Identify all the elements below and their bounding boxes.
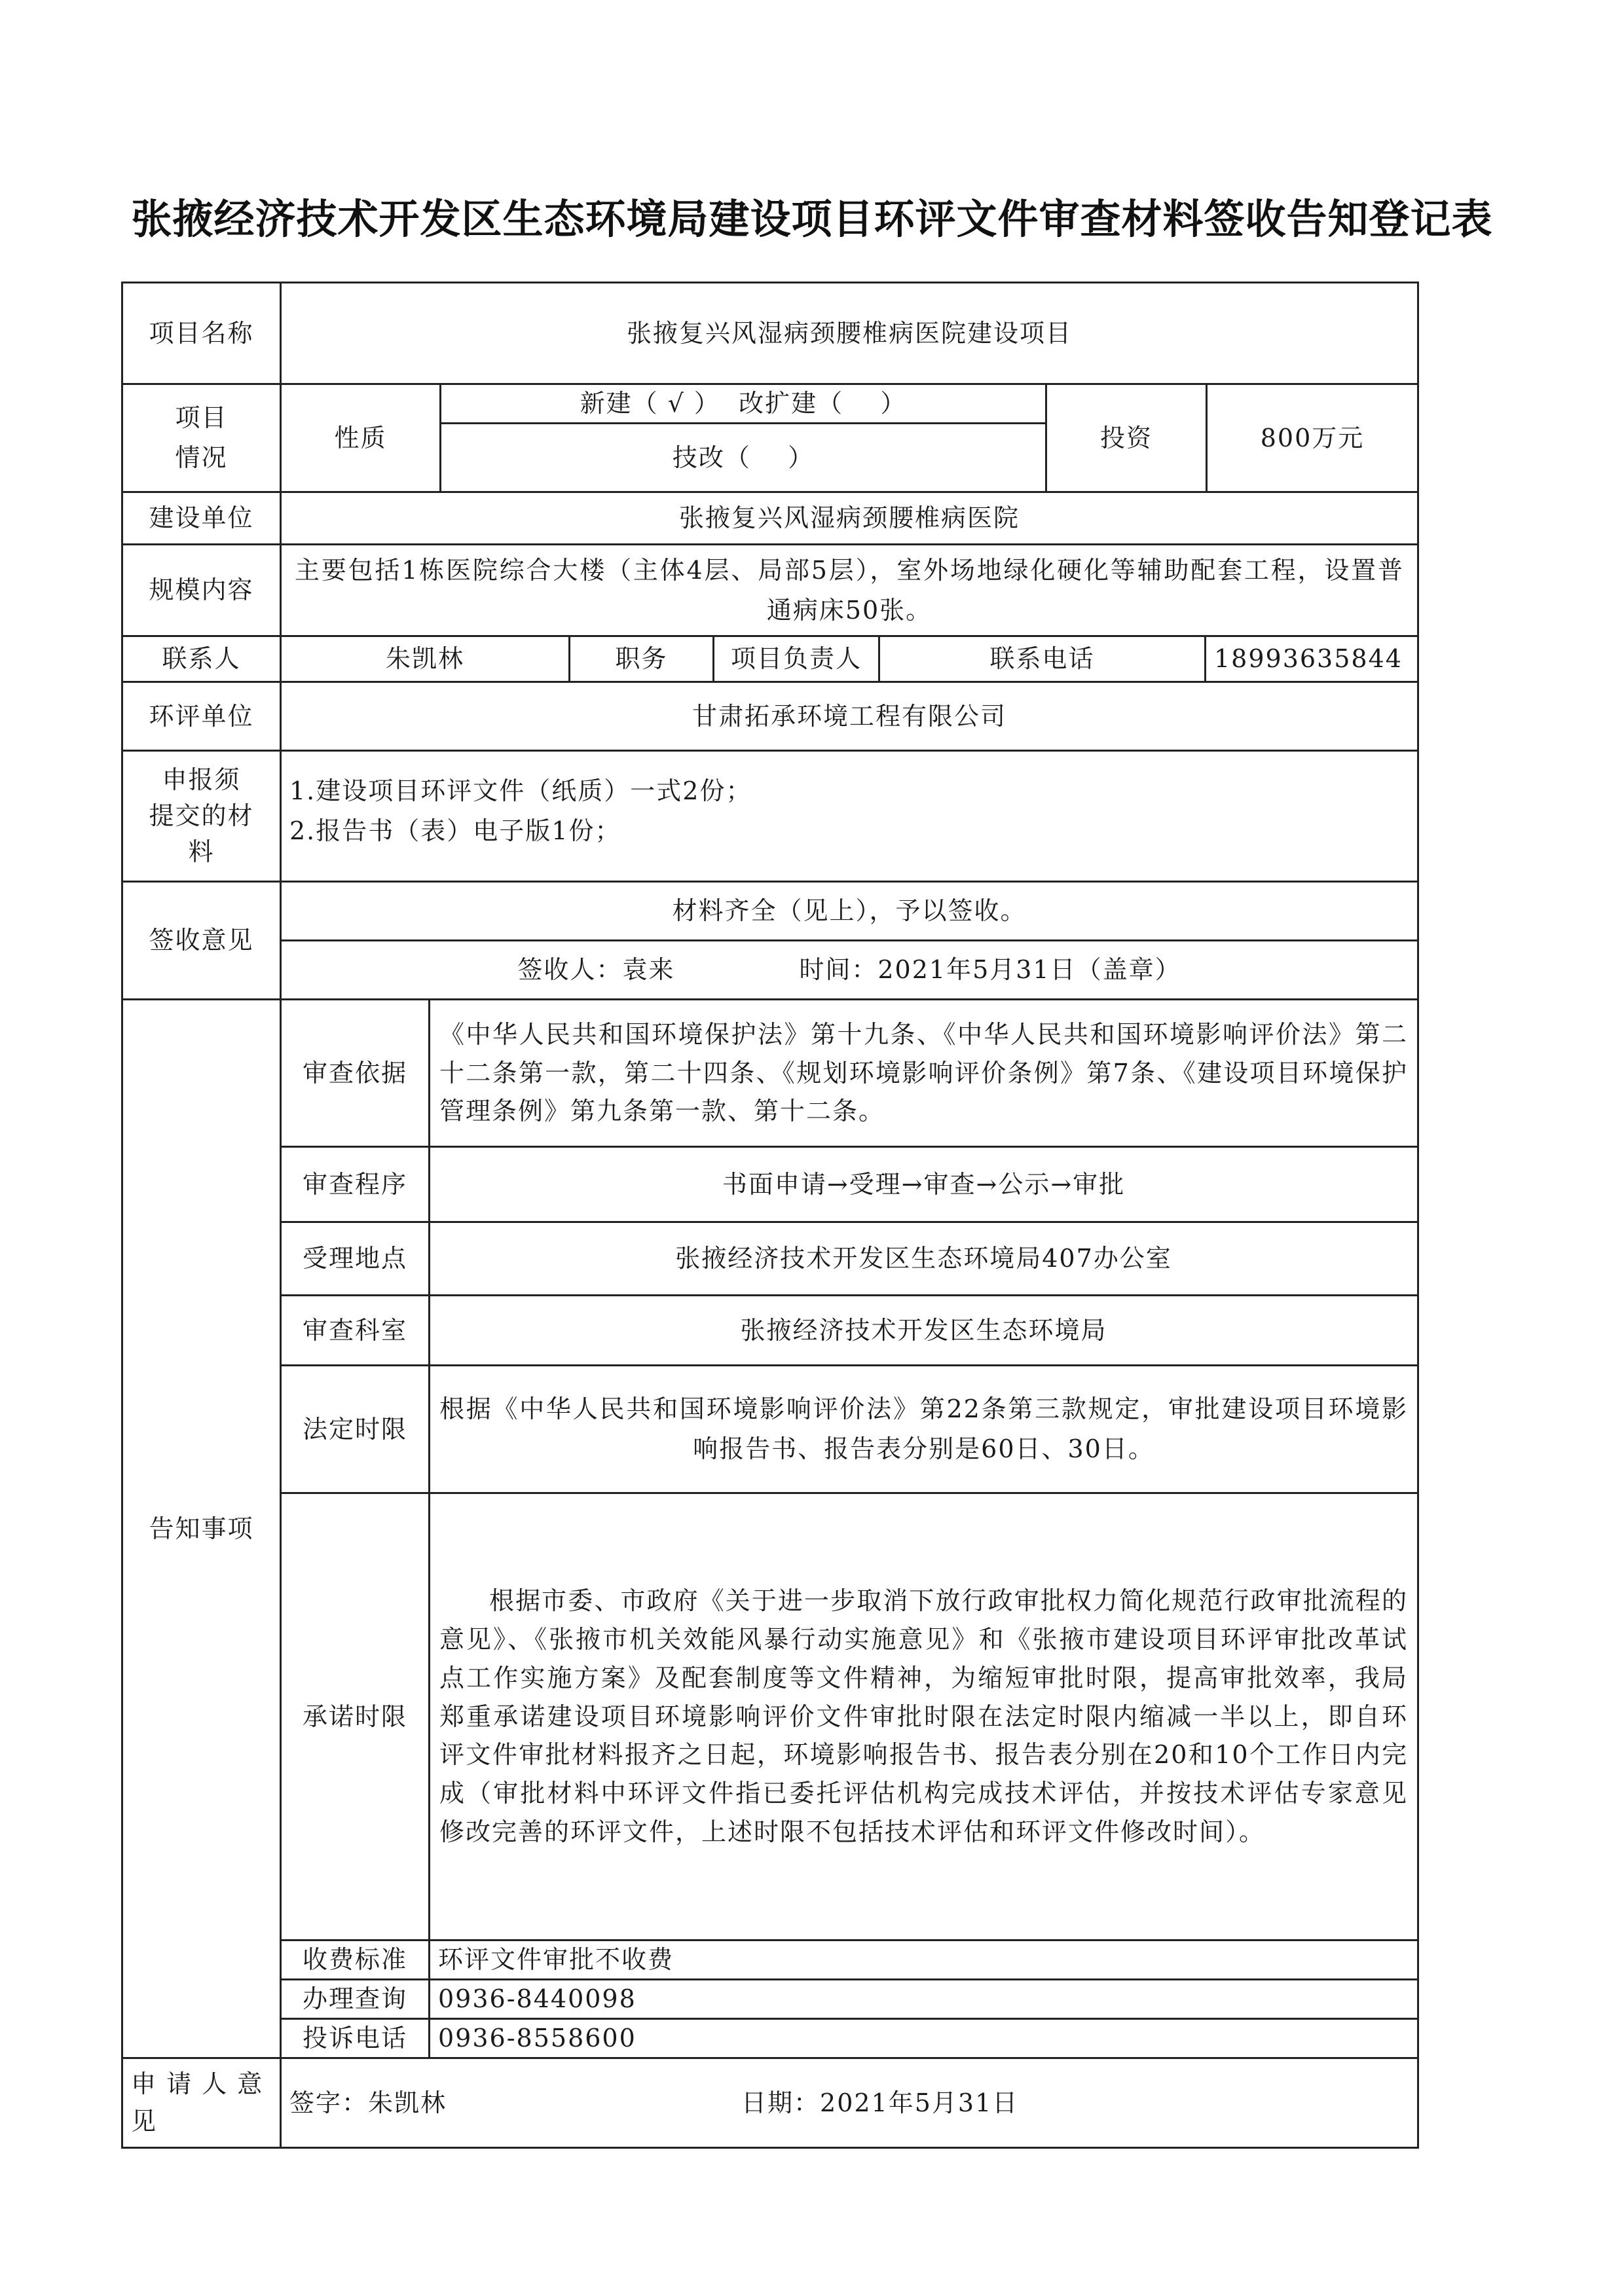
materials-label <box>121 750 282 883</box>
phone-value: 18993635844 <box>1204 635 1419 683</box>
complaint-label: 投诉电话 <box>280 2018 430 2059</box>
page-title: 张掖经济技术开发区生态环境局建设项目环评文件审查材料签收告知登记表 <box>131 195 1493 243</box>
scale-value-text: 主要包括1栋医院综合大楼（主体4层、局部5层），室外场地绿化硬化等辅助配套工程，设置普通病床50张。 <box>295 555 1404 625</box>
contact-label: 联系人 <box>121 635 282 683</box>
construction-unit-value: 张掖复兴风湿病颈腰椎病医院 <box>280 491 1419 545</box>
review-procedure-label: 审查程序 <box>280 1146 430 1223</box>
review-basis-value <box>428 998 1419 1148</box>
legal-time-label: 法定时限 <box>280 1364 430 1494</box>
investment-label: 投资 <box>1045 383 1208 493</box>
position-value: 项目负责人 <box>712 635 880 683</box>
investment-value: 800万元 <box>1206 383 1419 493</box>
project-info-label-line2: 情况 <box>175 443 228 472</box>
legal-time-value <box>428 1364 1419 1494</box>
nature-label: 性质 <box>280 383 441 493</box>
eia-unit-label: 环评单位 <box>121 681 282 752</box>
review-office-value: 张掖经济技术开发区生态环境局 <box>428 1294 1419 1366</box>
eia-unit-value: 甘肃拓承环境工程有限公司 <box>280 681 1419 752</box>
receipt-opinion: 材料齐全（见上），予以签收。 <box>280 881 1419 941</box>
review-procedure-value: 书面申请→受理→审查→公示→审批 <box>428 1146 1419 1223</box>
receipt-label: 签收意见 <box>121 881 282 1000</box>
applicant-signature: 签字：朱凯林 <box>289 2088 447 2117</box>
review-basis-text: 《中华人民共和国环境保护法》第十九条、《中华人民共和国环境影响评价法》第二十二条第一款，第二十四条、《规划环境影响评价条例》第7条、《建设项目环境保护管理条例》第九条第一款、第十二条。 <box>439 1019 1408 1126</box>
applicant-date: 日期：2021年5月31日 <box>741 2088 1019 2117</box>
materials-label-line3: 料 <box>188 837 215 867</box>
receipt-time: 时间：2021年5月31日（盖章） <box>799 955 1181 985</box>
receipt-signature-row <box>280 939 1419 1000</box>
acceptance-place-value: 张掖经济技术开发区生态环境局407办公室 <box>428 1221 1419 1296</box>
contact-name: 朱凯林 <box>280 635 570 683</box>
nature-option-tech-upgrade: 技改（ ） <box>439 422 1047 493</box>
review-office-label: 审查科室 <box>280 1294 430 1366</box>
scale-value <box>280 543 1419 637</box>
legal-time-text: 根据《中华人民共和国环境影响评价法》第22条第三款规定，审批建设项目环境影响报告书、报告表分别是60日、30日。 <box>439 1394 1408 1463</box>
materials-label-line1: 申报须 <box>162 765 241 794</box>
complaint-value: 0936-8558600 <box>428 2018 1419 2059</box>
project-info-label <box>121 383 282 493</box>
project-info-label-line1: 项目 <box>175 403 228 433</box>
materials-item-1: 1.建设项目环评文件（纸质）一式2份； <box>289 776 752 805</box>
promised-time-label: 承诺时限 <box>280 1492 430 1941</box>
applicant-signature-row <box>280 2057 1419 2149</box>
applicant-label-line2: 见 <box>131 2107 158 2136</box>
notice-label: 告知事项 <box>121 998 282 2059</box>
applicant-label <box>121 2057 282 2149</box>
position-label: 职务 <box>568 635 714 683</box>
registration-form <box>121 282 1419 2149</box>
promised-time-value <box>428 1492 1419 1941</box>
materials-label-line2: 提交的材 <box>149 801 254 830</box>
inquiry-label: 办理查询 <box>280 1978 430 2020</box>
fee-label: 收费标准 <box>280 1939 430 1980</box>
project-name-label: 项目名称 <box>121 282 282 385</box>
nature-option-new-build: 新建（ √ ） 改扩建（ ） <box>439 383 1047 424</box>
materials-list <box>280 750 1419 883</box>
phone-label: 联系电话 <box>878 635 1206 683</box>
scale-label: 规模内容 <box>121 543 282 637</box>
review-basis-label: 审查依据 <box>280 998 430 1148</box>
fee-value: 环评文件审批不收费 <box>428 1939 1419 1980</box>
receipt-signer: 签收人：袁来 <box>517 955 675 985</box>
construction-unit-label: 建设单位 <box>121 491 282 545</box>
acceptance-place-label: 受理地点 <box>280 1221 430 1296</box>
applicant-label-line1: 申 请 人 意 <box>131 2069 264 2098</box>
project-name-value: 张掖复兴风湿病颈腰椎病医院建设项目 <box>280 282 1419 385</box>
materials-item-2: 2.报告书（表）电子版1份； <box>289 816 621 845</box>
promised-time-text: 根据市委、市政府《关于进一步取消下放行政审批权力简化规范行政审批流程的意见》、《张掖市机关效能风暴行动实施意见》和《张掖市建设项目环评审批改革试点工作实施方案》及配套制度等文件精神，为缩短审批时限，提高审批效率，我局郑重承诺建设项目环境影响评价文件审批时限在法定时限内缩减一半以上，即自环评文件审批材料报齐之日起，环境影响报告书、报告表分别在20和10个工作日内完成（审批材料中环评文件指已委托评估机构完成技术评估，并按技术评估专家意见修改完善的环评文件，上述时限不包括技术评估和环评文件修改时间）。 <box>439 1586 1408 1847</box>
inquiry-value: 0936-8440098 <box>428 1978 1419 2020</box>
